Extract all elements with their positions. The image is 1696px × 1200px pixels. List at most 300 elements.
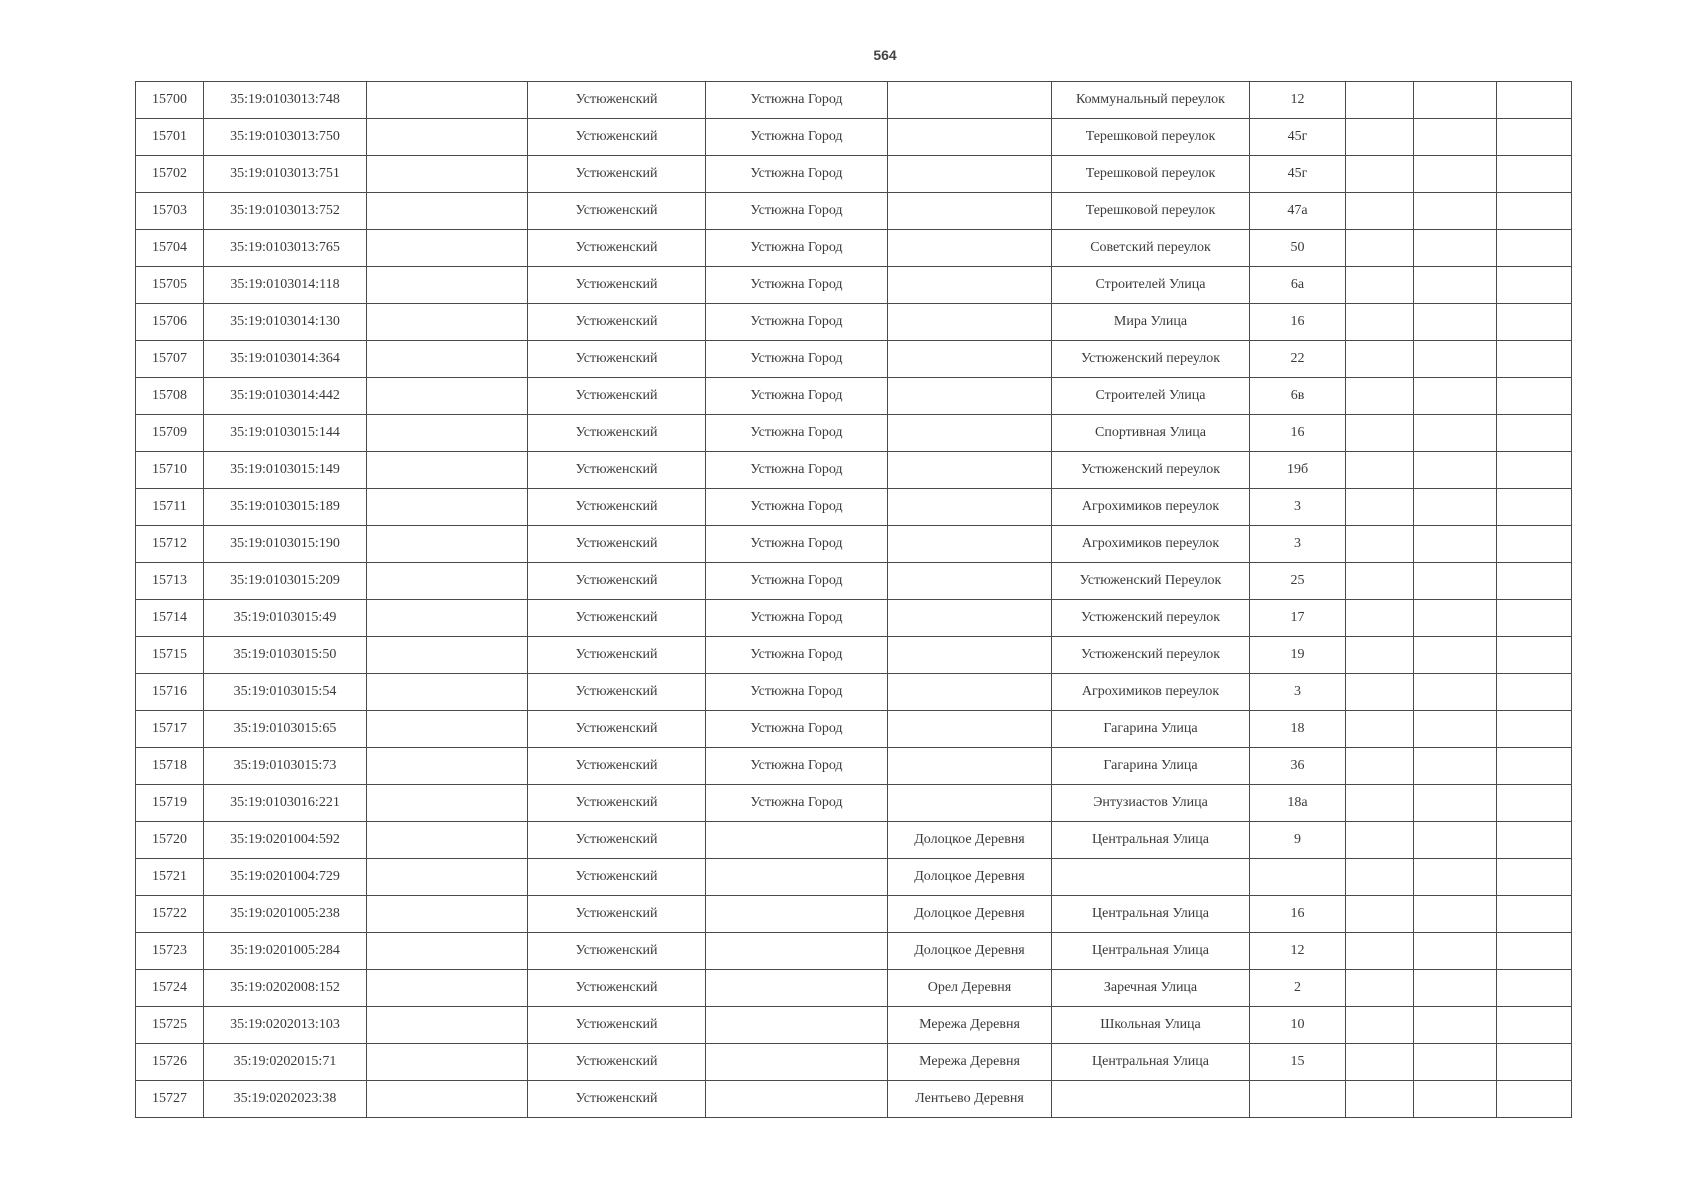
table-row	[136, 489, 1572, 526]
cell-house-number: 45г	[1250, 156, 1346, 193]
cell-cadastral-number: 35:19:0103015:149	[204, 452, 367, 489]
cell-city: Устюжна Город	[706, 341, 888, 378]
table-row	[136, 1007, 1572, 1044]
cell-street: Агрохимиков переулок	[1052, 526, 1250, 563]
cell-house-number: 9	[1250, 822, 1346, 859]
cell-settlement	[888, 563, 1052, 600]
table-row	[136, 304, 1572, 341]
cell-street: Центральная Улица	[1052, 896, 1250, 933]
cell-empty	[1346, 1007, 1414, 1044]
cell-district: Устюженский	[528, 600, 706, 637]
cell-empty	[367, 119, 528, 156]
cell-cadastral-number: 35:19:0201004:592	[204, 822, 367, 859]
cell-empty	[1346, 304, 1414, 341]
cell-city	[706, 1044, 888, 1081]
cell-empty	[1497, 230, 1572, 267]
cell-empty	[1346, 119, 1414, 156]
cell-empty	[1414, 304, 1497, 341]
cell-cadastral-number: 35:19:0103013:750	[204, 119, 367, 156]
cell-empty	[1497, 785, 1572, 822]
cell-empty	[1414, 822, 1497, 859]
cell-empty	[1346, 785, 1414, 822]
cell-street: Устюженский переулок	[1052, 452, 1250, 489]
cell-street: Агрохимиков переулок	[1052, 674, 1250, 711]
cell-street: Устюженский переулок	[1052, 341, 1250, 378]
cell-settlement: Мережа Деревня	[888, 1044, 1052, 1081]
cell-empty	[367, 304, 528, 341]
cell-empty	[367, 156, 528, 193]
cell-district: Устюженский	[528, 193, 706, 230]
cell-empty	[1497, 970, 1572, 1007]
cell-house-number: 18а	[1250, 785, 1346, 822]
cell-street: Устюженский переулок	[1052, 600, 1250, 637]
cell-empty	[367, 600, 528, 637]
cell-street: Спортивная Улица	[1052, 415, 1250, 452]
cell-city: Устюжна Город	[706, 748, 888, 785]
cell-record-number: 15713	[136, 563, 204, 600]
cell-record-number: 15702	[136, 156, 204, 193]
cell-empty	[1497, 341, 1572, 378]
cell-street: Советский переулок	[1052, 230, 1250, 267]
cell-street: Агрохимиков переулок	[1052, 489, 1250, 526]
cell-settlement	[888, 230, 1052, 267]
cell-empty	[1346, 378, 1414, 415]
cell-district: Устюженский	[528, 748, 706, 785]
cell-record-number: 15701	[136, 119, 204, 156]
cell-city	[706, 970, 888, 1007]
cell-empty	[1346, 933, 1414, 970]
cell-empty	[1497, 711, 1572, 748]
cell-street: Центральная Улица	[1052, 933, 1250, 970]
cell-district: Устюженский	[528, 378, 706, 415]
cell-record-number: 15720	[136, 822, 204, 859]
cell-empty	[1497, 600, 1572, 637]
table-row	[136, 267, 1572, 304]
cell-house-number: 16	[1250, 415, 1346, 452]
cell-record-number: 15719	[136, 785, 204, 822]
table-row	[136, 119, 1572, 156]
cell-city: Устюжна Город	[706, 82, 888, 119]
table-row	[136, 674, 1572, 711]
cell-settlement	[888, 711, 1052, 748]
cell-cadastral-number: 35:19:0103015:49	[204, 600, 367, 637]
cell-empty	[367, 970, 528, 1007]
cell-cadastral-number: 35:19:0103014:118	[204, 267, 367, 304]
table-row	[136, 748, 1572, 785]
table-row	[136, 1044, 1572, 1081]
cell-empty	[367, 1081, 528, 1118]
cell-empty	[1414, 378, 1497, 415]
table-row	[136, 452, 1572, 489]
cell-empty	[1414, 452, 1497, 489]
cell-settlement: Мережа Деревня	[888, 1007, 1052, 1044]
cell-street: Строителей Улица	[1052, 267, 1250, 304]
cell-cadastral-number: 35:19:0103014:364	[204, 341, 367, 378]
cell-empty	[1346, 230, 1414, 267]
cell-record-number: 15700	[136, 82, 204, 119]
cell-cadastral-number: 35:19:0201005:284	[204, 933, 367, 970]
cell-cadastral-number: 35:19:0103013:752	[204, 193, 367, 230]
cell-empty	[1346, 193, 1414, 230]
cell-district: Устюженский	[528, 452, 706, 489]
cell-record-number: 15722	[136, 896, 204, 933]
cell-settlement	[888, 748, 1052, 785]
cell-street: Коммунальный переулок	[1052, 82, 1250, 119]
table-row	[136, 341, 1572, 378]
cell-empty	[1497, 637, 1572, 674]
cell-city: Устюжна Город	[706, 600, 888, 637]
cell-district: Устюженский	[528, 785, 706, 822]
cell-record-number: 15725	[136, 1007, 204, 1044]
cell-empty	[1497, 896, 1572, 933]
cell-cadastral-number: 35:19:0103015:50	[204, 637, 367, 674]
cell-cadastral-number: 35:19:0201004:729	[204, 859, 367, 896]
cell-city: Устюжна Город	[706, 193, 888, 230]
cell-record-number: 15721	[136, 859, 204, 896]
cell-city: Устюжна Город	[706, 674, 888, 711]
cell-empty	[1346, 859, 1414, 896]
cell-empty	[1497, 267, 1572, 304]
cell-district: Устюженский	[528, 1007, 706, 1044]
cell-empty	[1414, 637, 1497, 674]
cell-empty	[367, 637, 528, 674]
cell-city: Устюжна Город	[706, 156, 888, 193]
cell-settlement	[888, 600, 1052, 637]
cell-empty	[1497, 859, 1572, 896]
cell-settlement: Орел Деревня	[888, 970, 1052, 1007]
cell-empty	[1346, 82, 1414, 119]
cell-street: Терешковой переулок	[1052, 119, 1250, 156]
cell-empty	[367, 785, 528, 822]
cell-empty	[1346, 822, 1414, 859]
cell-city: Устюжна Город	[706, 526, 888, 563]
cell-city: Устюжна Город	[706, 489, 888, 526]
cell-house-number: 6в	[1250, 378, 1346, 415]
cell-street: Строителей Улица	[1052, 378, 1250, 415]
cell-empty	[367, 526, 528, 563]
table-row	[136, 526, 1572, 563]
cell-house-number: 18	[1250, 711, 1346, 748]
cell-city: Устюжна Город	[706, 378, 888, 415]
cell-cadastral-number: 35:19:0202008:152	[204, 970, 367, 1007]
cell-district: Устюженский	[528, 82, 706, 119]
cell-settlement	[888, 674, 1052, 711]
cell-empty	[367, 859, 528, 896]
cell-cadastral-number: 35:19:0202013:103	[204, 1007, 367, 1044]
cell-cadastral-number: 35:19:0103015:209	[204, 563, 367, 600]
cell-house-number: 16	[1250, 304, 1346, 341]
cell-city: Устюжна Город	[706, 415, 888, 452]
cell-empty	[1346, 970, 1414, 1007]
cell-cadastral-number: 35:19:0202015:71	[204, 1044, 367, 1081]
cell-house-number: 16	[1250, 896, 1346, 933]
cell-cadastral-number: 35:19:0103015:65	[204, 711, 367, 748]
cell-empty	[1414, 415, 1497, 452]
cell-house-number: 19	[1250, 637, 1346, 674]
cell-district: Устюженский	[528, 1044, 706, 1081]
cell-empty	[1414, 711, 1497, 748]
table-row	[136, 193, 1572, 230]
cell-city	[706, 859, 888, 896]
cell-empty	[367, 748, 528, 785]
cell-empty	[1414, 600, 1497, 637]
cell-street	[1052, 859, 1250, 896]
cell-empty	[1414, 193, 1497, 230]
cell-city: Устюжна Город	[706, 637, 888, 674]
cell-house-number	[1250, 1081, 1346, 1118]
cell-house-number: 36	[1250, 748, 1346, 785]
cell-district: Устюженский	[528, 156, 706, 193]
cell-district: Устюженский	[528, 970, 706, 1007]
cell-empty	[1414, 341, 1497, 378]
cell-district: Устюженский	[528, 711, 706, 748]
cell-cadastral-number: 35:19:0103015:189	[204, 489, 367, 526]
cell-street: Мира Улица	[1052, 304, 1250, 341]
property-register-table	[135, 81, 1572, 1118]
cell-house-number	[1250, 859, 1346, 896]
cell-settlement	[888, 526, 1052, 563]
cell-district: Устюженский	[528, 341, 706, 378]
cell-empty	[1497, 933, 1572, 970]
cell-empty	[1414, 119, 1497, 156]
table-row	[136, 933, 1572, 970]
cell-empty	[1346, 267, 1414, 304]
table-row	[136, 415, 1572, 452]
cell-settlement: Долоцкое Деревня	[888, 859, 1052, 896]
cell-empty	[1497, 526, 1572, 563]
cell-record-number: 15708	[136, 378, 204, 415]
cell-house-number: 3	[1250, 674, 1346, 711]
cell-street: Устюженский Переулок	[1052, 563, 1250, 600]
cell-record-number: 15724	[136, 970, 204, 1007]
cell-record-number: 15715	[136, 637, 204, 674]
cell-cadastral-number: 35:19:0202023:38	[204, 1081, 367, 1118]
cell-empty	[1414, 563, 1497, 600]
table-row	[136, 378, 1572, 415]
cell-empty	[367, 563, 528, 600]
cell-empty	[1497, 119, 1572, 156]
cell-empty	[1346, 896, 1414, 933]
cell-street: Терешковой переулок	[1052, 193, 1250, 230]
cell-city: Устюжна Город	[706, 119, 888, 156]
cell-empty	[1497, 378, 1572, 415]
cell-record-number: 15723	[136, 933, 204, 970]
cell-empty	[367, 711, 528, 748]
cell-record-number: 15705	[136, 267, 204, 304]
cell-city: Устюжна Город	[706, 711, 888, 748]
cell-city	[706, 822, 888, 859]
page-number: 564	[873, 47, 897, 63]
cell-empty	[1346, 563, 1414, 600]
cell-house-number: 50	[1250, 230, 1346, 267]
cell-street: Центральная Улица	[1052, 822, 1250, 859]
cell-house-number: 12	[1250, 82, 1346, 119]
cell-street: Центральная Улица	[1052, 1044, 1250, 1081]
cell-cadastral-number: 35:19:0103013:748	[204, 82, 367, 119]
cell-cadastral-number: 35:19:0103015:73	[204, 748, 367, 785]
cell-settlement	[888, 785, 1052, 822]
cell-settlement: Долоцкое Деревня	[888, 933, 1052, 970]
cell-settlement	[888, 82, 1052, 119]
cell-settlement	[888, 304, 1052, 341]
cell-house-number: 47а	[1250, 193, 1346, 230]
cell-house-number: 25	[1250, 563, 1346, 600]
cell-empty	[367, 452, 528, 489]
cell-empty	[1497, 563, 1572, 600]
cell-house-number: 45г	[1250, 119, 1346, 156]
cell-empty	[1346, 452, 1414, 489]
cell-cadastral-number: 35:19:0201005:238	[204, 896, 367, 933]
cell-district: Устюженский	[528, 1081, 706, 1118]
cell-street: Гагарина Улица	[1052, 748, 1250, 785]
cell-empty	[1414, 748, 1497, 785]
cell-record-number: 15706	[136, 304, 204, 341]
table-row	[136, 822, 1572, 859]
cell-district: Устюженский	[528, 267, 706, 304]
cell-city	[706, 1081, 888, 1118]
cell-record-number: 15714	[136, 600, 204, 637]
table-row	[136, 896, 1572, 933]
cell-empty	[1414, 526, 1497, 563]
cell-settlement	[888, 341, 1052, 378]
cell-empty	[367, 193, 528, 230]
cell-empty	[1497, 82, 1572, 119]
cell-empty	[1346, 341, 1414, 378]
cell-street: Терешковой переулок	[1052, 156, 1250, 193]
cell-empty	[1414, 933, 1497, 970]
cell-record-number: 15709	[136, 415, 204, 452]
cell-house-number: 12	[1250, 933, 1346, 970]
cell-district: Устюженский	[528, 489, 706, 526]
cell-district: Устюженский	[528, 119, 706, 156]
cell-cadastral-number: 35:19:0103015:190	[204, 526, 367, 563]
cell-district: Устюженский	[528, 674, 706, 711]
cell-record-number: 15726	[136, 1044, 204, 1081]
cell-settlement: Долоцкое Деревня	[888, 896, 1052, 933]
cell-cadastral-number: 35:19:0103016:221	[204, 785, 367, 822]
cell-record-number: 15703	[136, 193, 204, 230]
cell-empty	[1414, 970, 1497, 1007]
cell-district: Устюженский	[528, 304, 706, 341]
cell-settlement	[888, 637, 1052, 674]
cell-record-number: 15727	[136, 1081, 204, 1118]
cell-city: Устюжна Город	[706, 785, 888, 822]
cell-district: Устюженский	[528, 563, 706, 600]
cell-empty	[1414, 859, 1497, 896]
cell-record-number: 15717	[136, 711, 204, 748]
cell-record-number: 15707	[136, 341, 204, 378]
cell-settlement	[888, 156, 1052, 193]
cell-empty	[1497, 452, 1572, 489]
cell-record-number: 15710	[136, 452, 204, 489]
cell-empty	[1414, 674, 1497, 711]
table-row	[136, 600, 1572, 637]
table-row	[136, 1081, 1572, 1118]
cell-empty	[1497, 822, 1572, 859]
cell-empty	[1346, 748, 1414, 785]
cell-empty	[1346, 637, 1414, 674]
cell-settlement	[888, 489, 1052, 526]
cell-empty	[1497, 748, 1572, 785]
cell-district: Устюженский	[528, 933, 706, 970]
cell-empty	[367, 896, 528, 933]
cell-district: Устюженский	[528, 415, 706, 452]
cell-house-number: 2	[1250, 970, 1346, 1007]
cell-empty	[1346, 711, 1414, 748]
table-row	[136, 156, 1572, 193]
cell-empty	[1414, 267, 1497, 304]
cell-settlement	[888, 415, 1052, 452]
cell-empty	[1346, 489, 1414, 526]
cell-cadastral-number: 35:19:0103013:765	[204, 230, 367, 267]
cell-settlement	[888, 193, 1052, 230]
cell-house-number: 3	[1250, 489, 1346, 526]
cell-record-number: 15718	[136, 748, 204, 785]
cell-record-number: 15716	[136, 674, 204, 711]
cell-empty	[1414, 82, 1497, 119]
cell-empty	[1346, 674, 1414, 711]
cell-empty	[1497, 489, 1572, 526]
cell-city: Устюжна Город	[706, 304, 888, 341]
cell-empty	[367, 1007, 528, 1044]
cell-city: Устюжна Город	[706, 230, 888, 267]
cell-empty	[1497, 415, 1572, 452]
cell-street: Гагарина Улица	[1052, 711, 1250, 748]
cell-empty	[1414, 1044, 1497, 1081]
cell-empty	[367, 933, 528, 970]
cell-empty	[1497, 1044, 1572, 1081]
cell-cadastral-number: 35:19:0103014:442	[204, 378, 367, 415]
cell-empty	[367, 489, 528, 526]
cell-empty	[367, 415, 528, 452]
cell-house-number: 15	[1250, 1044, 1346, 1081]
cell-empty	[367, 822, 528, 859]
cell-empty	[1346, 415, 1414, 452]
cell-settlement	[888, 378, 1052, 415]
cell-settlement: Долоцкое Деревня	[888, 822, 1052, 859]
cell-street	[1052, 1081, 1250, 1118]
cell-empty	[367, 230, 528, 267]
cell-house-number: 10	[1250, 1007, 1346, 1044]
cell-empty	[367, 341, 528, 378]
table-row	[136, 711, 1572, 748]
cell-house-number: 3	[1250, 526, 1346, 563]
cell-empty	[1346, 526, 1414, 563]
table-row	[136, 82, 1572, 119]
cell-city: Устюжна Город	[706, 267, 888, 304]
cell-empty	[1414, 230, 1497, 267]
table-body	[136, 82, 1572, 1118]
cell-empty	[367, 1044, 528, 1081]
cell-district: Устюженский	[528, 637, 706, 674]
cell-empty	[1497, 156, 1572, 193]
cell-empty	[367, 267, 528, 304]
cell-settlement	[888, 452, 1052, 489]
cell-empty	[1346, 600, 1414, 637]
cell-empty	[1497, 1081, 1572, 1118]
cell-record-number: 15712	[136, 526, 204, 563]
cell-empty	[1414, 896, 1497, 933]
cell-empty	[1346, 156, 1414, 193]
cell-empty	[1414, 489, 1497, 526]
table-row	[136, 859, 1572, 896]
table-row	[136, 563, 1572, 600]
cell-empty	[1414, 1081, 1497, 1118]
cell-house-number: 6а	[1250, 267, 1346, 304]
cell-city	[706, 1007, 888, 1044]
cell-empty	[367, 378, 528, 415]
cell-empty	[1497, 1007, 1572, 1044]
